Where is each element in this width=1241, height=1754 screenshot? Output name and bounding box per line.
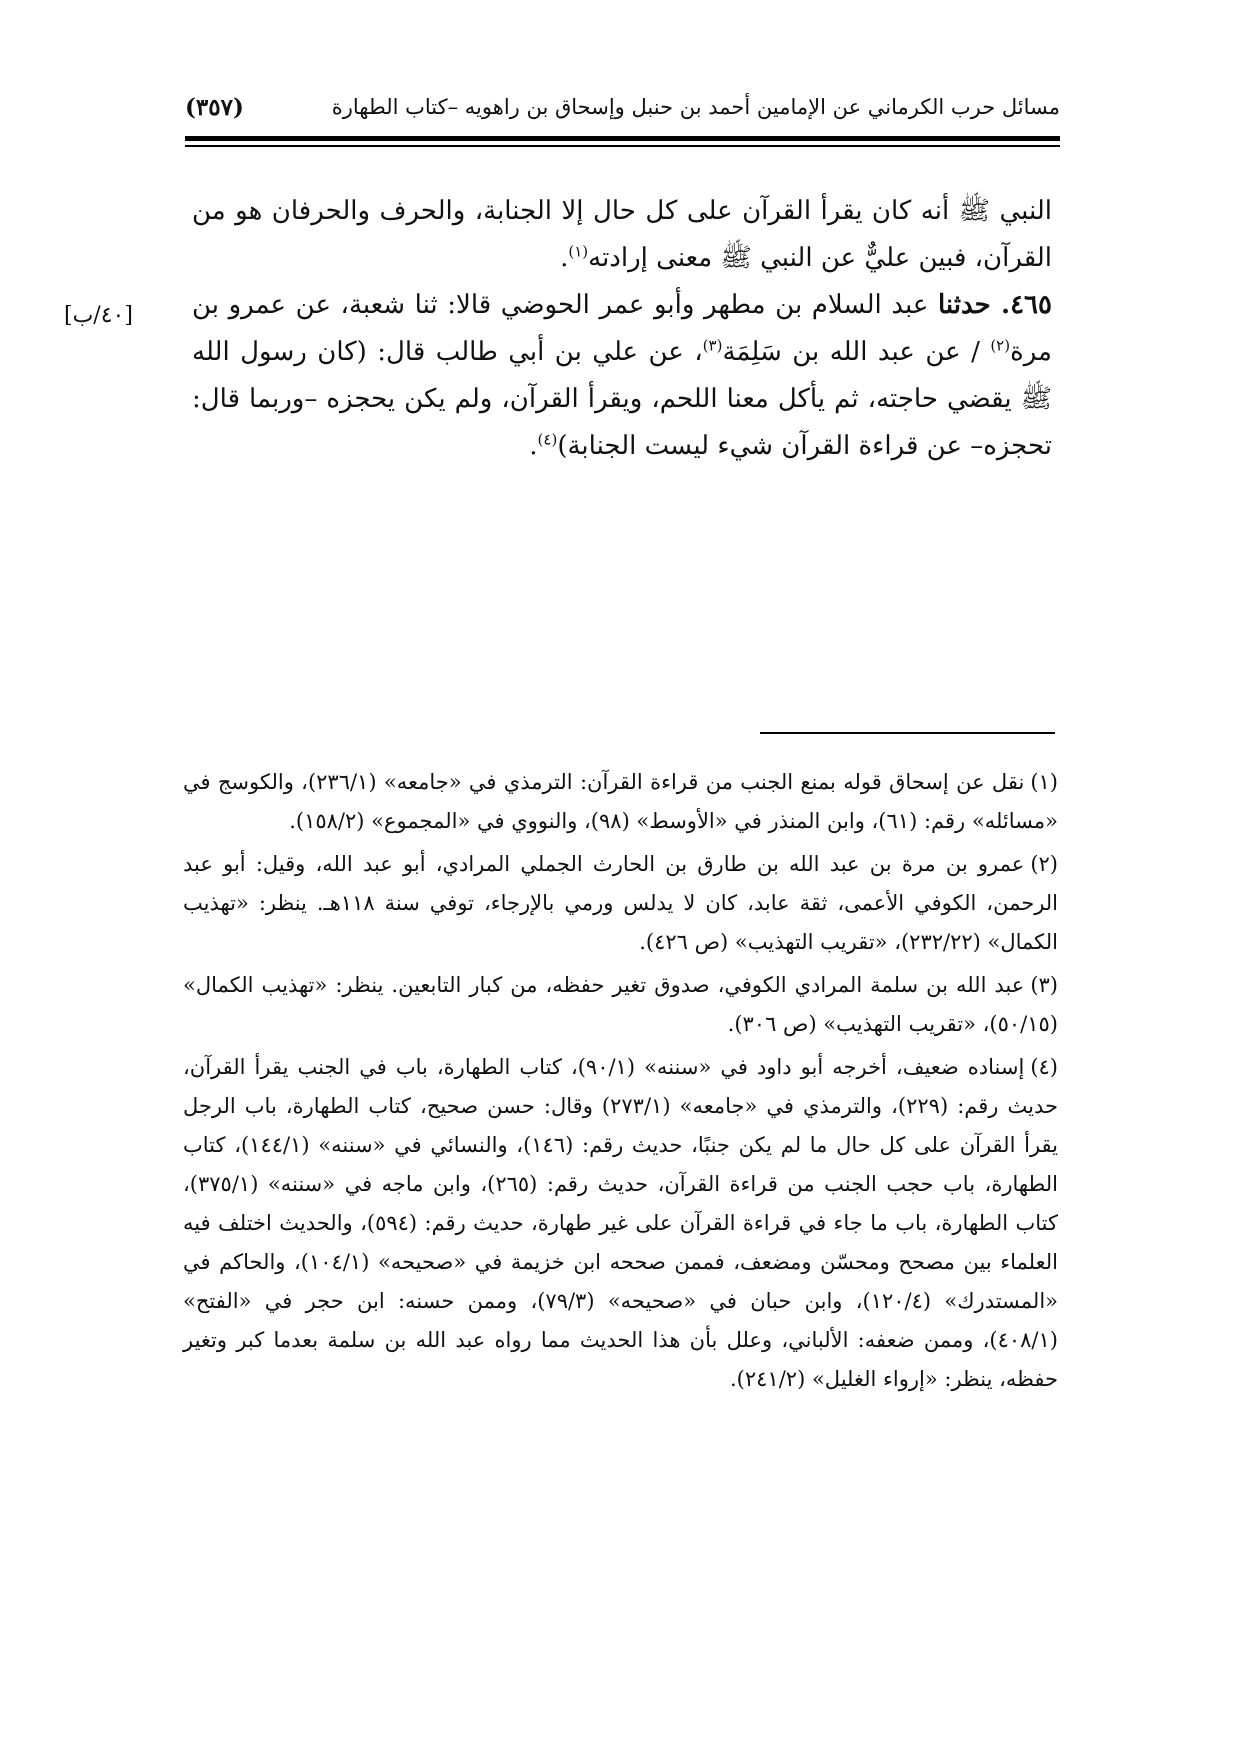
page-number: (٣٥٧): [185, 93, 244, 121]
header-title: مسائل حرب الكرماني عن الإمامين أحمد بن حنبل وإسحاق بن راهويه –كتاب الطهارة: [331, 95, 1060, 119]
footnote-1: [183, 763, 1058, 841]
manuscript-folio-mark: [٤٠/ب]: [64, 303, 133, 328]
hadith-text-part2: / عن عبد الله بن سَلِمَة: [722, 337, 991, 367]
footnote-3: [183, 966, 1058, 1044]
continuation-text: النبي ﷺ أنه كان يقرأ القرآن على كل حال إلا الجنابة، والحرف والحرفان هو من القرآن، فبين عليٌّ عن النبي ﷺ معنى إرادته: [192, 196, 1052, 273]
hadith-text-part1: عبد السلام بن مطهر وأبو عمر الحوضي قالا: ثنا شعبة، عن عمرو بن مرة: [192, 290, 1052, 367]
footnote-ref-3: (٣): [702, 336, 723, 355]
footnotes: [183, 763, 1058, 1403]
main-text: [192, 188, 1052, 470]
hadith-text-part3: ، عن علي بن أبي طالب قال: (كان رسول الله ﷺ يقضي حاجته، ثم يأكل معنا اللحم، ويقرأ القرآن، ولم يكن يحجزه –وربما قال: تحجزه– عن قراءة القرآن شيء ليست الجنابة): [192, 337, 1052, 461]
footnote-4: [183, 1048, 1058, 1399]
footnote-number: (١): [1030, 770, 1058, 794]
footnote-ref-4: (٤): [537, 430, 558, 449]
footnote-text: إسناده ضعيف، أخرجه أبو داود في «سننه» (٩٠/١)، كتاب الطهارة، باب في الجنب يقرأ القرآن، حديث رقم: (٢٢٩)، والترمذي في «جامعه» (٢٧٣/١) وقال: حسن صحيح، كتاب الطهارة، باب الرجل يقرأ القرآن على كل حال ما لم يكن جنبًا، حديث رقم: (١٤٦)، والنسائي في «سننه» (١٤٤/١)، كتاب الطهارة، باب حجب الجنب من قراءة القرآن، حديث رقم: (٢٦٥)، وابن ماجه في «سننه» (٣٧٥/١)، كتاب الطهارة، باب ما جاء في قراءة القرآن على غير طهارة، حديث رقم: (٥٩٤)، والحديث اختلف فيه العلماء بين مصحح ومحسّن ومضعف، فممن صححه ابن خزيمة في «صحيحه» (١٠٤/١)، والحاكم في «المستدرك» (١٢٠/٤)، وابن حبان في «صحيحه» (٧٩/٣)، وممن حسنه: ابن حجر في «الفتح» (٤٠٨/١)، وممن ضعفه: الألباني، وعلل بأن هذا الحديث مما رواه عبد الله بن سلمة بعدما كبر وتغير حفظه، ينظر: «إرواء الغليل» (٢٤١/٢).: [183, 1055, 1059, 1391]
footnote-text: عبد الله بن سلمة المرادي الكوفي، صدوق تغير حفظه، من كبار التابعين. ينظر: «تهذيب الكمال» (٥٠/١٥)، «تقريب التهذيب» (ص ٣٠٦).: [183, 973, 1058, 1036]
footnote-2: [183, 845, 1058, 962]
footnote-number: (٣): [1030, 973, 1058, 997]
hadith-paragraph: [192, 282, 1052, 470]
hadith-end: .: [529, 431, 538, 461]
hadith-number: ٤٦٥: [1010, 290, 1052, 320]
header-rule-thin: [185, 145, 1060, 147]
footnote-ref-1: (١): [568, 242, 589, 261]
continued-paragraph: [192, 188, 1052, 282]
header-rule-thick: [185, 136, 1060, 141]
footnote-text: عمرو بن مرة بن عبد الله بن طارق بن الحارث الجملي المرادي، أبو عبد الله، وقيل: أبو عبد الرحمن، الكوفي الأعمى، ثقة عابد، كان لا يدلس ورمي بالإرجاء، توفي سنة ١١٨هـ. ينظر: «تهذيب الكمال» (٢٣٢/٢٢)، «تقريب التهذيب» (ص ٤٢٦).: [183, 852, 1059, 954]
hadith-lead: . حدثنا: [937, 290, 1011, 320]
footnote-separator: [760, 732, 1055, 734]
footnote-ref-2: (٢): [990, 336, 1011, 355]
running-header: [185, 84, 1060, 130]
continuation-end: .: [560, 243, 569, 273]
footnote-number: (٢): [1030, 852, 1058, 876]
footnote-text: نقل عن إسحاق قوله بمنع الجنب من قراءة القرآن: الترمذي في «جامعه» (٢٣٦/١)، والكوسج في «مسائله» رقم: (٦١)، وابن المنذر في «الأوسط» (٩٨)، والنووي في «المجموع» (١٥٨/٢).: [183, 770, 1058, 833]
footnote-number: (٤): [1030, 1055, 1058, 1079]
